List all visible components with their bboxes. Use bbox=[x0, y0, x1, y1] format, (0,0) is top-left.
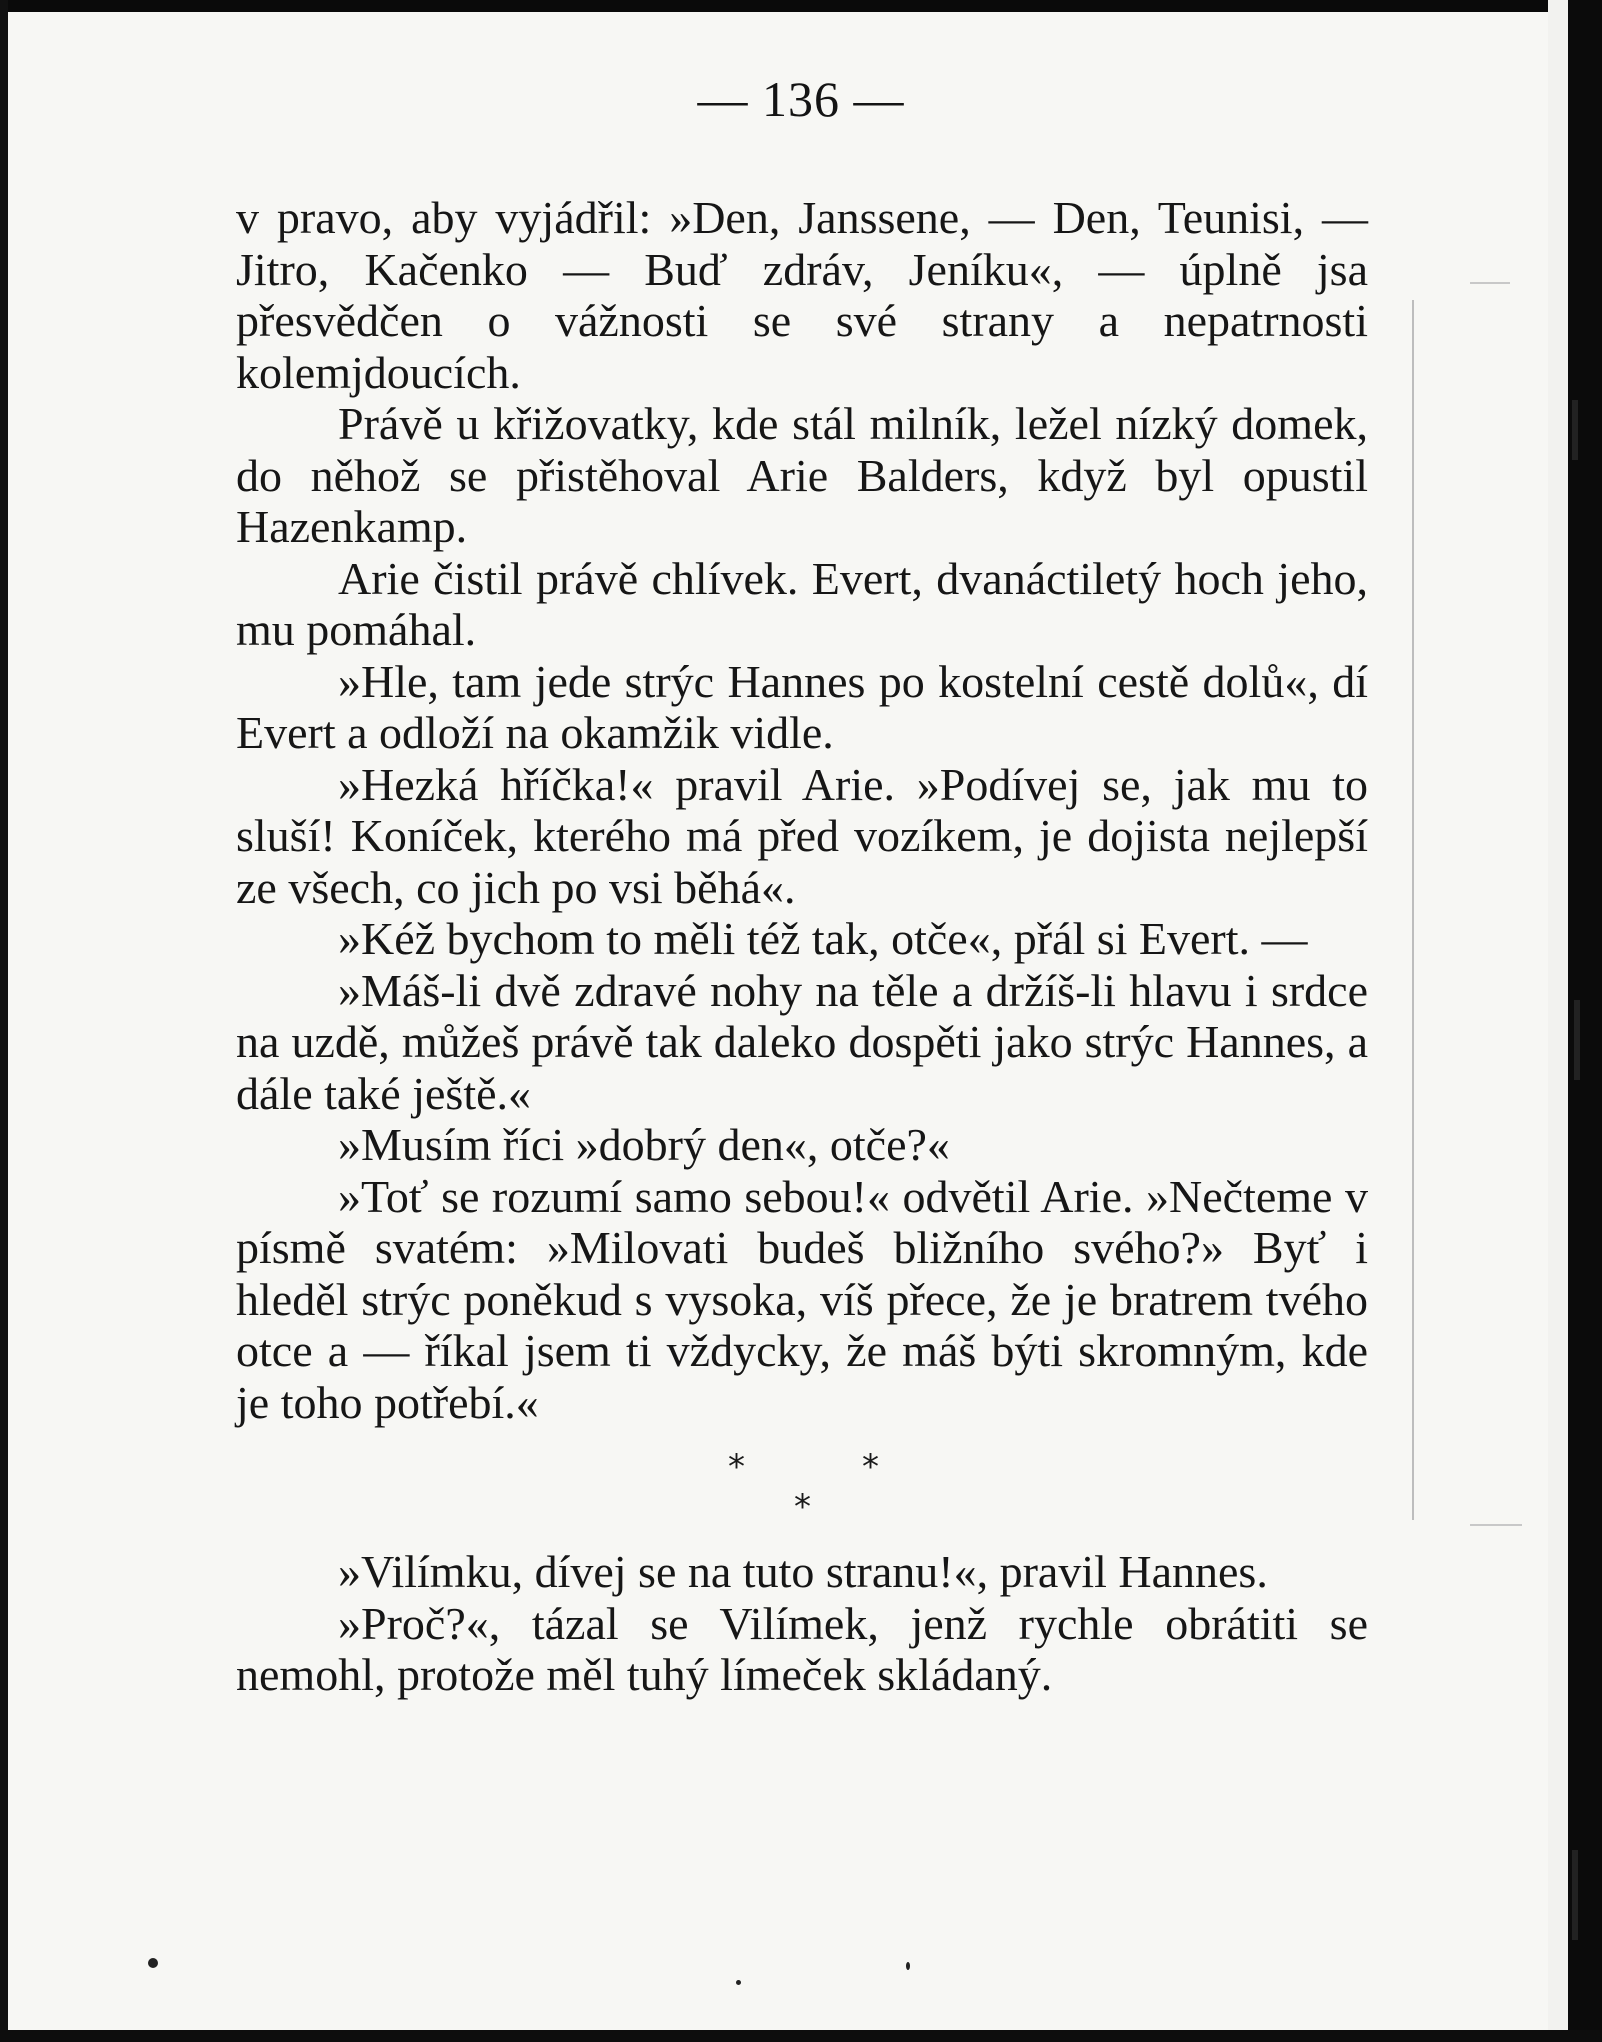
paragraph: »Proč?«, tázal se Vilímek, jenž rychle obrátiti se nemohl, protože měl tuhý límeček skládaný. bbox=[236, 1597, 1368, 1700]
asterisk: * bbox=[728, 1447, 745, 1487]
ink-speck bbox=[736, 1980, 741, 1985]
paragraph: »Toť se rozumí samo sebou!« odvětil Arie. »Nečteme v písmě svatém: »Milovati budeš bližního svého?» Byť i hleděl strýc poněkud s vysoka, víš přece, že je bratrem tvého otce a — říkal jsem ti vždycky, že máš býti skromným, kde je toho potřebí.« bbox=[236, 1170, 1368, 1428]
page-number: — 136 — bbox=[697, 71, 905, 127]
paragraph: »Musím říci »dobrý den«, otče?« bbox=[338, 1119, 950, 1170]
body-text bbox=[236, 192, 1368, 1701]
paragraph: »Hle, tam jede strýc Hannes po kostelní cestě dolů«, dí Evert a odloží na okamžik vidle. bbox=[236, 655, 1368, 758]
paragraph: Právě u křižovatky, kde stál milník, ležel nízký domek, do něhož se přistěhoval Arie Balders, když byl opustil Hazenkamp. bbox=[236, 398, 1368, 552]
scan-border-top bbox=[0, 0, 1602, 12]
margin-tick-top bbox=[1470, 282, 1510, 284]
scan-border-right-inner bbox=[1548, 0, 1568, 2042]
paragraph: »Kéž bychom to měli též tak, otče«, přál si Evert. — bbox=[338, 913, 1308, 964]
paragraph: »Máš-li dvě zdravé nohy na těle a držíš-li hlavu i srdce na uzdě, můžeš právě tak daleko dospěti jako strýc Hannes, a dále také ještě.« bbox=[236, 964, 1368, 1119]
scan-border-left bbox=[0, 0, 8, 2042]
ink-speck bbox=[906, 1962, 910, 1970]
paragraph: Arie čistil právě chlívek. Evert, dvanáctiletý hoch jeho, mu pomáhal. bbox=[236, 552, 1368, 655]
margin-tick-bottom bbox=[1470, 1524, 1522, 1526]
ink-speck bbox=[148, 1958, 158, 1968]
margin-rule bbox=[1412, 300, 1414, 1520]
paragraph: »Hezká hříčka!« pravil Arie. »Podívej se, jak mu to sluší! Koníček, kterého má před vozíkem, je dojista nejlepší ze všech, co jich po vsi běhá«. bbox=[236, 758, 1368, 913]
scan-border-bottom bbox=[0, 2030, 1602, 2042]
asterisk: * bbox=[862, 1447, 879, 1487]
edge-mark bbox=[1574, 1000, 1580, 1080]
paragraph: v pravo, aby vyjádřil: »Den, Janssene, — Den, Teunisi, — Jitro, Kačenko — Buď zdráv, Jeníku«, — úplně jsa přesvědčen o vážnosti se své strany a nepatrnosti kolemjdoucích. bbox=[236, 192, 1368, 398]
edge-mark bbox=[1572, 400, 1578, 460]
asterisk: * bbox=[794, 1487, 811, 1527]
section-separator bbox=[236, 1440, 1368, 1540]
paragraph: »Vilímku, dívej se na tuto stranu!«, pravil Hannes. bbox=[338, 1546, 1268, 1597]
edge-mark bbox=[1572, 1850, 1578, 1940]
